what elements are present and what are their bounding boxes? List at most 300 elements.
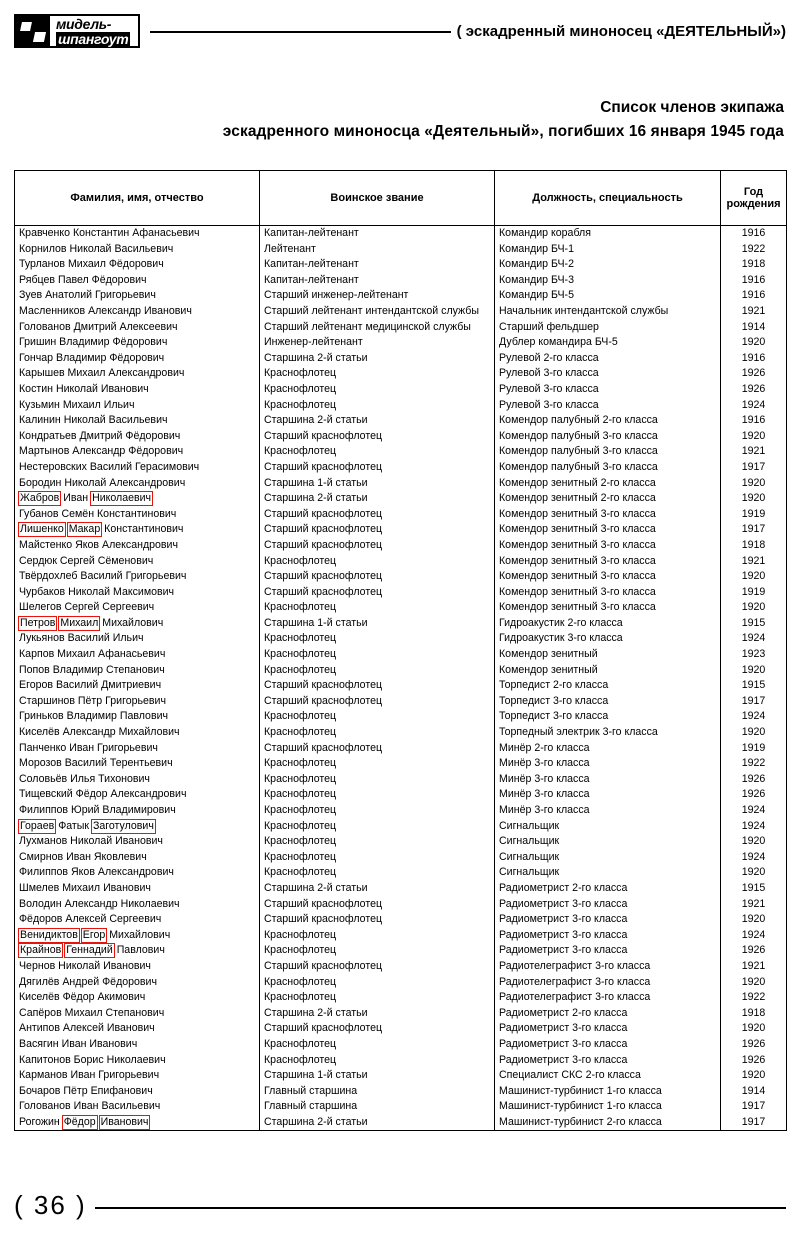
cell-name: Костин Николай Иванович <box>15 382 260 398</box>
cell-role: Радиометрист 3-го класса <box>495 943 721 959</box>
cell-rank: Главный старшина <box>260 1099 495 1115</box>
table-row <box>15 273 787 289</box>
cell-birth-year: 1921 <box>721 444 787 460</box>
cell-role: Радиометрист 3-го класса <box>495 897 721 913</box>
cell-role: Сигнальщик <box>495 834 721 850</box>
cell-name: Губанов Семён Константинович <box>15 507 260 523</box>
cell-name: Карпов Михаил Афанасьевич <box>15 647 260 663</box>
cell-name: Голованов Дмитрий Алексеевич <box>15 320 260 336</box>
cell-name: Сердюк Сергей Сёменович <box>15 554 260 570</box>
table-row <box>15 476 787 492</box>
cell-birth-year: 1919 <box>721 507 787 523</box>
logo-line-2: шпангоут <box>58 30 129 47</box>
cell-role: Радиотелеграфист 3-го класса <box>495 975 721 991</box>
cell-role: Комендор палубный 3-го класса <box>495 444 721 460</box>
table-row <box>15 1037 787 1053</box>
table-row <box>15 585 787 601</box>
cell-birth-year: 1917 <box>721 460 787 476</box>
cell-role: Радиотелеграфист 3-го класса <box>495 990 721 1006</box>
cell-name: Венидиктов Егор Михайлович <box>15 928 260 944</box>
cell-role: Командир БЧ-2 <box>495 257 721 273</box>
cell-rank: Старшина 1-й статьи <box>260 476 495 492</box>
cell-role: Комендор палубный 3-го класса <box>495 429 721 445</box>
cell-birth-year: 1924 <box>721 819 787 835</box>
cell-name: Филиппов Яков Александрович <box>15 865 260 881</box>
cell-name: Лукьянов Василий Ильич <box>15 631 260 647</box>
cell-birth-year: 1915 <box>721 678 787 694</box>
cell-role: Радиометрист 2-го класса <box>495 1006 721 1022</box>
cell-rank: Краснофлотец <box>260 366 495 382</box>
cell-rank: Старшина 1-й статьи <box>260 1068 495 1084</box>
cell-rank: Краснофлотец <box>260 554 495 570</box>
cell-name: Сапёров Михаил Степанович <box>15 1006 260 1022</box>
table-row <box>15 803 787 819</box>
cell-birth-year: 1919 <box>721 585 787 601</box>
cell-role: Минёр 3-го класса <box>495 756 721 772</box>
cell-role: Комендор зенитный <box>495 647 721 663</box>
cell-birth-year: 1920 <box>721 1021 787 1037</box>
table-header-row <box>15 171 787 226</box>
cell-role: Комендор палубный 2-го класса <box>495 413 721 429</box>
highlight-marker: Николаевич <box>92 492 152 505</box>
cell-name: Лишенко Макар Константинович <box>15 522 260 538</box>
cell-name: Кравченко Константин Афанасьевич <box>15 226 260 242</box>
cell-name: Антипов Алексей Иванович <box>15 1021 260 1037</box>
crew-table-wrapper <box>14 170 786 1131</box>
cell-birth-year: 1920 <box>721 335 787 351</box>
highlight-marker: Иванович <box>100 1115 149 1128</box>
cell-birth-year: 1924 <box>721 928 787 944</box>
cell-rank: Главный старшина <box>260 1084 495 1100</box>
highlight-marker: Венидиктов <box>20 928 78 941</box>
table-row <box>15 865 787 881</box>
cell-name: Тищевский Фёдор Александрович <box>15 787 260 803</box>
table-row <box>15 709 787 725</box>
cell-role: Радиометрист 2-го класса <box>495 881 721 897</box>
cell-rank: Капитан-лейтенант <box>260 226 495 242</box>
cell-rank: Старший краснофлотец <box>260 585 495 601</box>
table-row <box>15 460 787 476</box>
cell-role: Рулевой 3-го класса <box>495 382 721 398</box>
cell-name: Чернов Николай Иванович <box>15 959 260 975</box>
cell-birth-year: 1916 <box>721 226 787 242</box>
cell-rank: Краснофлотец <box>260 819 495 835</box>
cell-name: Морозов Василий Терентьевич <box>15 756 260 772</box>
cell-rank: Краснофлотец <box>260 709 495 725</box>
cell-role: Комендор зенитный 3-го класса <box>495 538 721 554</box>
cell-name: Нестеровских Василий Герасимович <box>15 460 260 476</box>
running-title: ( эскадренный миноносец «ДЕЯТЕЛЬНЫЙ») <box>456 22 786 40</box>
highlight-marker: Михаил <box>60 616 99 629</box>
cell-role: Гидроакустик 2-го класса <box>495 616 721 632</box>
cell-name: Лухманов Николай Иванович <box>15 834 260 850</box>
cell-birth-year: 1926 <box>721 1037 787 1053</box>
cell-rank: Лейтенант <box>260 242 495 258</box>
cell-birth-year: 1920 <box>721 1068 787 1084</box>
cell-role: Комендор палубный 3-го класса <box>495 460 721 476</box>
cell-name: Смирнов Иван Яковлевич <box>15 850 260 866</box>
cell-name: Фёдоров Алексей Сергеевич <box>15 912 260 928</box>
table-row <box>15 678 787 694</box>
table-row <box>15 351 787 367</box>
table-row <box>15 897 787 913</box>
table-row <box>15 663 787 679</box>
cell-birth-year: 1917 <box>721 694 787 710</box>
table-row <box>15 943 787 959</box>
masthead <box>14 0 786 48</box>
cell-birth-year: 1920 <box>721 912 787 928</box>
cell-rank: Старший краснофлотец <box>260 1021 495 1037</box>
footer-divider <box>95 1207 786 1209</box>
cell-role: Радиометрист 3-го класса <box>495 1053 721 1069</box>
column-header-year-line-1: Год <box>743 186 764 199</box>
page-number: ( 36 ) <box>14 1190 87 1220</box>
cell-name: Карманов Иван Григорьевич <box>15 1068 260 1084</box>
cell-role: Комендор зенитный 3-го класса <box>495 507 721 523</box>
cell-birth-year: 1924 <box>721 631 787 647</box>
cell-role: Командир БЧ-3 <box>495 273 721 289</box>
highlight-marker: Жабров <box>20 492 60 505</box>
table-row <box>15 616 787 632</box>
logo-text <box>50 16 138 46</box>
cell-birth-year: 1921 <box>721 304 787 320</box>
cell-name: Петров Михаил Михайлович <box>15 616 260 632</box>
cell-birth-year: 1920 <box>721 491 787 507</box>
cell-birth-year: 1926 <box>721 772 787 788</box>
cell-rank: Старшина 2-й статьи <box>260 1006 495 1022</box>
cell-name: Рогожин Фёдор Иванович <box>15 1115 260 1131</box>
table-row <box>15 226 787 242</box>
cell-name: Панченко Иван Григорьевич <box>15 741 260 757</box>
cell-name: Киселёв Александр Михайлович <box>15 725 260 741</box>
table-row <box>15 1006 787 1022</box>
cell-name: Гончар Владимир Фёдорович <box>15 351 260 367</box>
column-header-name: Фамилия, имя, отчество <box>15 171 260 226</box>
table-row <box>15 850 787 866</box>
cell-rank: Старший краснофлотец <box>260 897 495 913</box>
cell-rank: Старший краснофлотец <box>260 694 495 710</box>
cell-birth-year: 1920 <box>721 865 787 881</box>
logo-line-1: мидель- <box>56 15 112 32</box>
cell-rank: Старшина 2-й статьи <box>260 351 495 367</box>
table-row <box>15 507 787 523</box>
table-row <box>15 538 787 554</box>
cell-name: Филиппов Юрий Владимирович <box>15 803 260 819</box>
cell-rank: Капитан-лейтенант <box>260 257 495 273</box>
cell-name: Мартынов Александр Фёдорович <box>15 444 260 460</box>
table-row <box>15 491 787 507</box>
cell-name: Кузьмин Михаил Ильич <box>15 398 260 414</box>
table-row <box>15 819 787 835</box>
table-row <box>15 647 787 663</box>
table-row <box>15 990 787 1006</box>
cell-name: Шмелев Михаил Иванович <box>15 881 260 897</box>
cell-role: Комендор зенитный 3-го класса <box>495 554 721 570</box>
table-row <box>15 429 787 445</box>
cell-rank: Краснофлотец <box>260 1053 495 1069</box>
cell-role: Радиометрист 3-го класса <box>495 928 721 944</box>
cell-rank: Краснофлотец <box>260 1037 495 1053</box>
table-row <box>15 304 787 320</box>
cell-rank: Старший краснофлотец <box>260 912 495 928</box>
cell-rank: Старший краснофлотец <box>260 460 495 476</box>
table-row <box>15 444 787 460</box>
cell-role: Специалист СКС 2-го класса <box>495 1068 721 1084</box>
cell-birth-year: 1924 <box>721 803 787 819</box>
cell-name: Корнилов Николай Васильевич <box>15 242 260 258</box>
cell-birth-year: 1920 <box>721 476 787 492</box>
table-row <box>15 382 787 398</box>
cell-role: Минёр 2-го класса <box>495 741 721 757</box>
cell-birth-year: 1915 <box>721 881 787 897</box>
cell-name: Калинин Николай Васильевич <box>15 413 260 429</box>
cell-rank: Краснофлотец <box>260 382 495 398</box>
cell-role: Начальник интендантской службы <box>495 304 721 320</box>
cell-birth-year: 1916 <box>721 351 787 367</box>
cell-role: Сигнальщик <box>495 819 721 835</box>
cell-role: Рулевой 2-го класса <box>495 351 721 367</box>
cell-birth-year: 1919 <box>721 741 787 757</box>
table-row <box>15 1068 787 1084</box>
cell-birth-year: 1920 <box>721 975 787 991</box>
cell-rank: Старший краснофлотец <box>260 538 495 554</box>
table-row <box>15 242 787 258</box>
cell-name: Киселёв Фёдор Акимович <box>15 990 260 1006</box>
highlight-marker: Крайнов <box>20 944 62 957</box>
cell-rank: Инженер-лейтенант <box>260 335 495 351</box>
cell-birth-year: 1920 <box>721 663 787 679</box>
cell-birth-year: 1926 <box>721 943 787 959</box>
cell-name: Голованов Иван Васильевич <box>15 1099 260 1115</box>
cell-role: Командир БЧ-5 <box>495 288 721 304</box>
table-row <box>15 398 787 414</box>
cell-rank: Краснофлотец <box>260 444 495 460</box>
cell-birth-year: 1920 <box>721 834 787 850</box>
cell-birth-year: 1917 <box>721 522 787 538</box>
cell-rank: Старший инженер-лейтенант <box>260 288 495 304</box>
cell-rank: Краснофлотец <box>260 647 495 663</box>
masthead-divider <box>150 31 450 33</box>
cell-birth-year: 1924 <box>721 398 787 414</box>
cell-role: Радиометрист 3-го класса <box>495 1021 721 1037</box>
cell-rank: Старший краснофлотец <box>260 569 495 585</box>
cell-name: Чурбаков Николай Максимович <box>15 585 260 601</box>
cell-name: Крайнов Геннадий Павлович <box>15 943 260 959</box>
cell-role: Командир корабля <box>495 226 721 242</box>
cell-name: Масленников Александр Иванович <box>15 304 260 320</box>
table-row <box>15 366 787 382</box>
cell-rank: Краснофлотец <box>260 865 495 881</box>
cell-birth-year: 1916 <box>721 288 787 304</box>
journal-logo <box>14 14 140 48</box>
highlight-marker: Петров <box>20 616 56 629</box>
table-row <box>15 335 787 351</box>
cell-birth-year: 1918 <box>721 538 787 554</box>
cell-role: Торпедный электрик 3-го класса <box>495 725 721 741</box>
column-header-year-line-2: рождения <box>726 198 781 211</box>
table-row <box>15 1021 787 1037</box>
column-header-role: Должность, специальность <box>495 171 721 226</box>
cell-role: Машинист-турбинист 1-го класса <box>495 1099 721 1115</box>
table-row <box>15 1053 787 1069</box>
table-row <box>15 631 787 647</box>
cell-rank: Краснофлотец <box>260 756 495 772</box>
cell-rank: Капитан-лейтенант <box>260 273 495 289</box>
cell-rank: Краснофлотец <box>260 943 495 959</box>
cell-birth-year: 1921 <box>721 554 787 570</box>
cell-rank: Старший краснофлотец <box>260 429 495 445</box>
highlight-marker: Заготулович <box>92 819 154 832</box>
cell-role: Комендор зенитный <box>495 663 721 679</box>
cell-role: Радиометрист 3-го класса <box>495 1037 721 1053</box>
cell-role: Комендор зенитный 3-го класса <box>495 522 721 538</box>
cell-name: Попов Владимир Степанович <box>15 663 260 679</box>
table-row <box>15 881 787 897</box>
cell-rank: Краснофлотец <box>260 398 495 414</box>
cell-rank: Краснофлотец <box>260 787 495 803</box>
cell-name: Гриньков Владимир Павлович <box>15 709 260 725</box>
cell-role: Комендор зенитный 2-го класса <box>495 476 721 492</box>
table-row <box>15 928 787 944</box>
cell-birth-year: 1921 <box>721 897 787 913</box>
table-row <box>15 413 787 429</box>
cell-name: Кондратьев Дмитрий Фёдорович <box>15 429 260 445</box>
table-row <box>15 1115 787 1131</box>
cell-birth-year: 1920 <box>721 600 787 616</box>
cell-birth-year: 1924 <box>721 850 787 866</box>
cell-role: Сигнальщик <box>495 865 721 881</box>
cell-role: Машинист-турбинист 2-го класса <box>495 1115 721 1131</box>
crew-table <box>14 170 787 1131</box>
cell-name: Дягилёв Андрей Фёдорович <box>15 975 260 991</box>
cell-birth-year: 1923 <box>721 647 787 663</box>
highlight-marker: Фёдор <box>63 1115 96 1128</box>
cell-birth-year: 1920 <box>721 569 787 585</box>
cell-role: Дублер командира БЧ-5 <box>495 335 721 351</box>
cell-name: Рябцев Павел Фёдорович <box>15 273 260 289</box>
table-row <box>15 694 787 710</box>
table-row <box>15 975 787 991</box>
cell-rank: Краснофлотец <box>260 834 495 850</box>
cell-role: Гидроакустик 3-го класса <box>495 631 721 647</box>
cell-birth-year: 1920 <box>721 725 787 741</box>
highlight-marker: Лишенко <box>20 523 64 536</box>
cell-birth-year: 1924 <box>721 709 787 725</box>
cell-role: Минёр 3-го класса <box>495 803 721 819</box>
table-row <box>15 288 787 304</box>
cell-role: Сигнальщик <box>495 850 721 866</box>
cell-birth-year: 1926 <box>721 382 787 398</box>
cell-birth-year: 1918 <box>721 257 787 273</box>
cell-rank: Старший краснофлотец <box>260 741 495 757</box>
cell-name: Гораев Фатык Заготулович <box>15 819 260 835</box>
highlight-marker: Гораев <box>20 819 55 832</box>
cell-rank: Старшина 2-й статьи <box>260 413 495 429</box>
cell-rank: Старший лейтенант медицинской службы <box>260 320 495 336</box>
cell-birth-year: 1921 <box>721 959 787 975</box>
table-row <box>15 1099 787 1115</box>
cell-rank: Старшина 1-й статьи <box>260 616 495 632</box>
cell-rank: Старшина 2-й статьи <box>260 1115 495 1131</box>
cell-rank: Краснофлотец <box>260 990 495 1006</box>
cell-rank: Старший лейтенант интендантской службы <box>260 304 495 320</box>
table-row <box>15 912 787 928</box>
cell-name: Зуев Анатолий Григорьевич <box>15 288 260 304</box>
cell-rank: Краснофлотец <box>260 928 495 944</box>
cell-role: Командир БЧ-1 <box>495 242 721 258</box>
cell-role: Торпедист 3-го класса <box>495 694 721 710</box>
table-row <box>15 569 787 585</box>
table-row <box>15 320 787 336</box>
cell-name: Твёрдохлеб Василий Григорьевич <box>15 569 260 585</box>
cell-role: Комендор зенитный 3-го класса <box>495 600 721 616</box>
cell-name: Старшинов Пётр Григорьевич <box>15 694 260 710</box>
cell-rank: Старшина 2-й статьи <box>260 491 495 507</box>
cell-birth-year: 1915 <box>721 616 787 632</box>
cell-name: Гришин Владимир Фёдорович <box>15 335 260 351</box>
cell-birth-year: 1922 <box>721 756 787 772</box>
table-row <box>15 756 787 772</box>
table-row <box>15 834 787 850</box>
cell-role: Радиометрист 3-го класса <box>495 912 721 928</box>
cell-name: Жабров Иван Николаевич <box>15 491 260 507</box>
cell-birth-year: 1922 <box>721 990 787 1006</box>
page-footer <box>14 1190 786 1221</box>
cell-name: Соловьёв Илья Тихонович <box>15 772 260 788</box>
page-title-line-1: Список членов экипажа <box>600 99 784 116</box>
cell-rank: Старший краснофлотец <box>260 959 495 975</box>
table-row <box>15 522 787 538</box>
cell-birth-year: 1917 <box>721 1099 787 1115</box>
cell-rank: Краснофлотец <box>260 975 495 991</box>
page-title-line-2: эскадренного миноносца «Деятельный», погибших 16 января 1945 года <box>222 123 784 141</box>
highlight-marker: Геннадий <box>66 944 113 957</box>
cell-rank: Краснофлотец <box>260 600 495 616</box>
cell-role: Комендор зенитный 3-го класса <box>495 569 721 585</box>
cell-birth-year: 1916 <box>721 413 787 429</box>
cell-role: Комендор зенитный 2-го класса <box>495 491 721 507</box>
cell-rank: Старшина 2-й статьи <box>260 881 495 897</box>
cell-rank: Старший краснофлотец <box>260 507 495 523</box>
table-row <box>15 725 787 741</box>
cell-role: Торпедист 3-го класса <box>495 709 721 725</box>
cell-rank: Краснофлотец <box>260 772 495 788</box>
table-row <box>15 257 787 273</box>
cell-role: Минёр 3-го класса <box>495 772 721 788</box>
cell-role: Торпедист 2-го класса <box>495 678 721 694</box>
cell-role: Старший фельдшер <box>495 320 721 336</box>
cell-role: Минёр 3-го класса <box>495 787 721 803</box>
cell-role: Машинист-турбинист 1-го класса <box>495 1084 721 1100</box>
column-header-rank: Воинское звание <box>260 171 495 226</box>
cell-name: Турланов Михаил Фёдорович <box>15 257 260 273</box>
cell-name: Егоров Василий Дмитриевич <box>15 678 260 694</box>
cell-birth-year: 1920 <box>721 429 787 445</box>
logo-mark-icon <box>16 16 50 46</box>
cell-rank: Краснофлотец <box>260 803 495 819</box>
cell-birth-year: 1916 <box>721 273 787 289</box>
table-row <box>15 1084 787 1100</box>
cell-name: Шелегов Сергей Сергеевич <box>15 600 260 616</box>
table-row <box>15 959 787 975</box>
cell-name: Васягин Иван Иванович <box>15 1037 260 1053</box>
cell-birth-year: 1926 <box>721 1053 787 1069</box>
cell-name: Карышев Михаил Александрович <box>15 366 260 382</box>
cell-birth-year: 1926 <box>721 366 787 382</box>
highlight-marker: Макар <box>68 523 101 536</box>
column-header-year <box>721 171 787 226</box>
cell-rank: Краснофлотец <box>260 850 495 866</box>
